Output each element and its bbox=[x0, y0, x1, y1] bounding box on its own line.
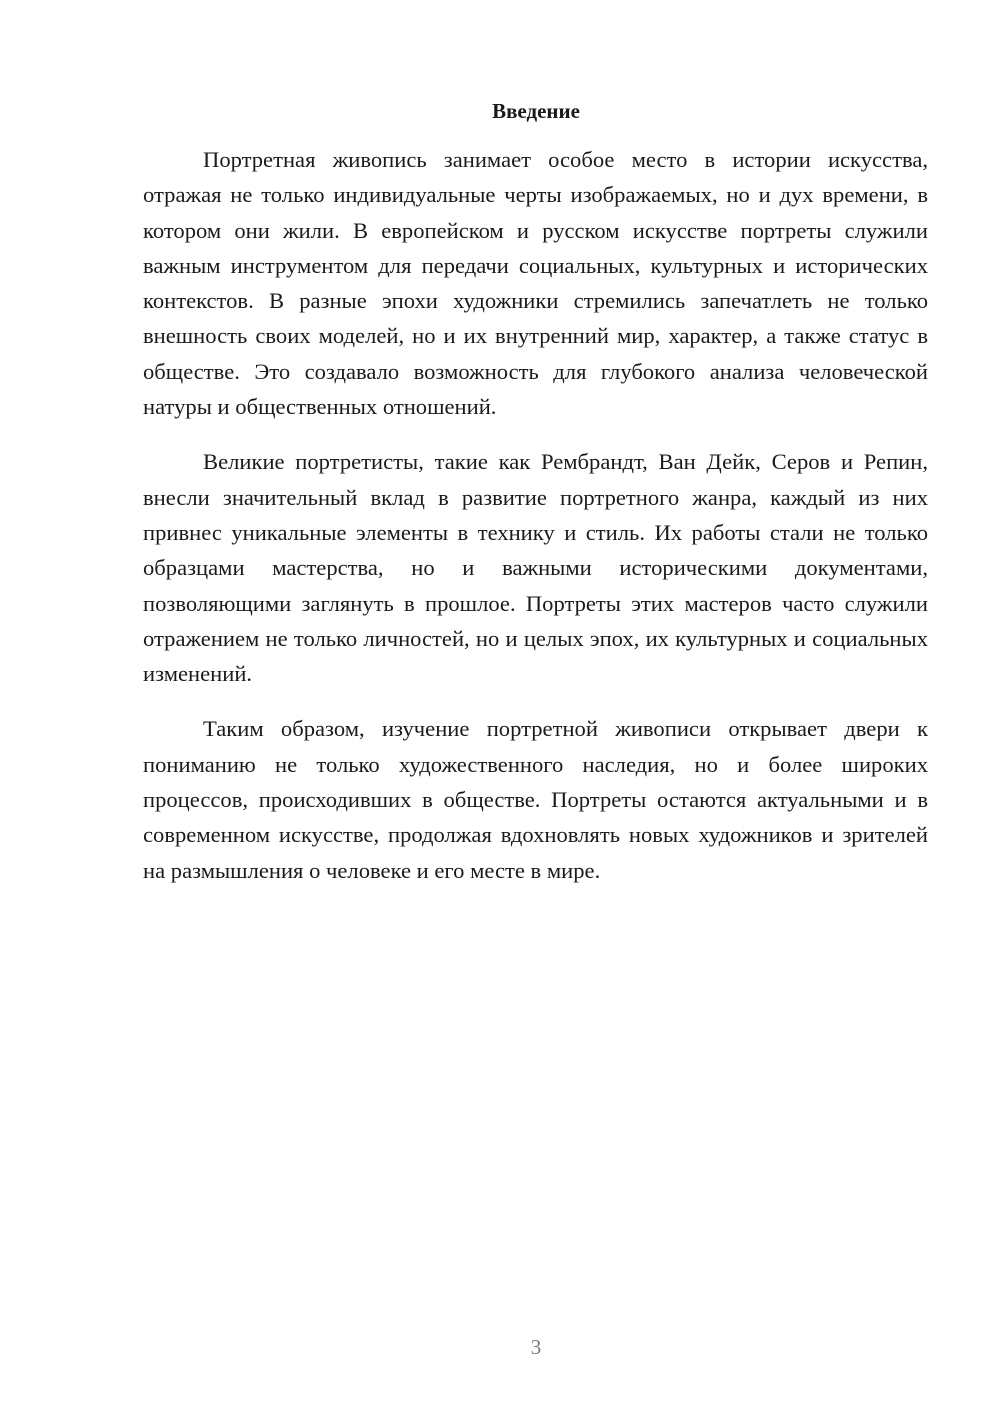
body-text bbox=[143, 142, 928, 908]
paragraph-3: Таким образом, изучение портретной живописи открывает двери к пониманию не только художественного наследия, но и более широких процессов, происходивших в обществе. Портреты остаются актуальными и в современном искусстве, продолжая вдохновлять новых художников и зрителей на размышления о человеке и его месте в мире. bbox=[143, 716, 928, 883]
paragraph-1: Портретная живопись занимает особое место в истории искусства, отражая не только индивидуальные черты изображаемых, но и дух времени, в котором они жили. В европейском и русском искусстве портреты служили важным инструментом для передачи социальных, культурных и исторических контекстов. В разные эпохи художники стремились запечатлеть не только внешность своих моделей, но и их внутренний мир, характер, а также статус в обществе. Это создавало возможность для глубокого анализа человеческой натуры и общественных отношений. bbox=[143, 147, 928, 420]
page-number: 3 bbox=[530, 1335, 542, 1359]
paragraph-2: Великие портретисты, такие как Рембрандт, Ван Дейк, Серов и Репин, внесли значительный вклад в развитие портретного жанра, каждый из них привнес уникальные элементы в технику и стиль. Их работы стали не только образцами мастерства, но и важными историческими документами, позволяющими заглянуть в прошлое. Портреты этих мастеров часто служили отражением не только личностей, но и целых эпох, их культурных и социальных изменений. bbox=[143, 449, 928, 687]
section-heading: Введение bbox=[492, 99, 580, 123]
